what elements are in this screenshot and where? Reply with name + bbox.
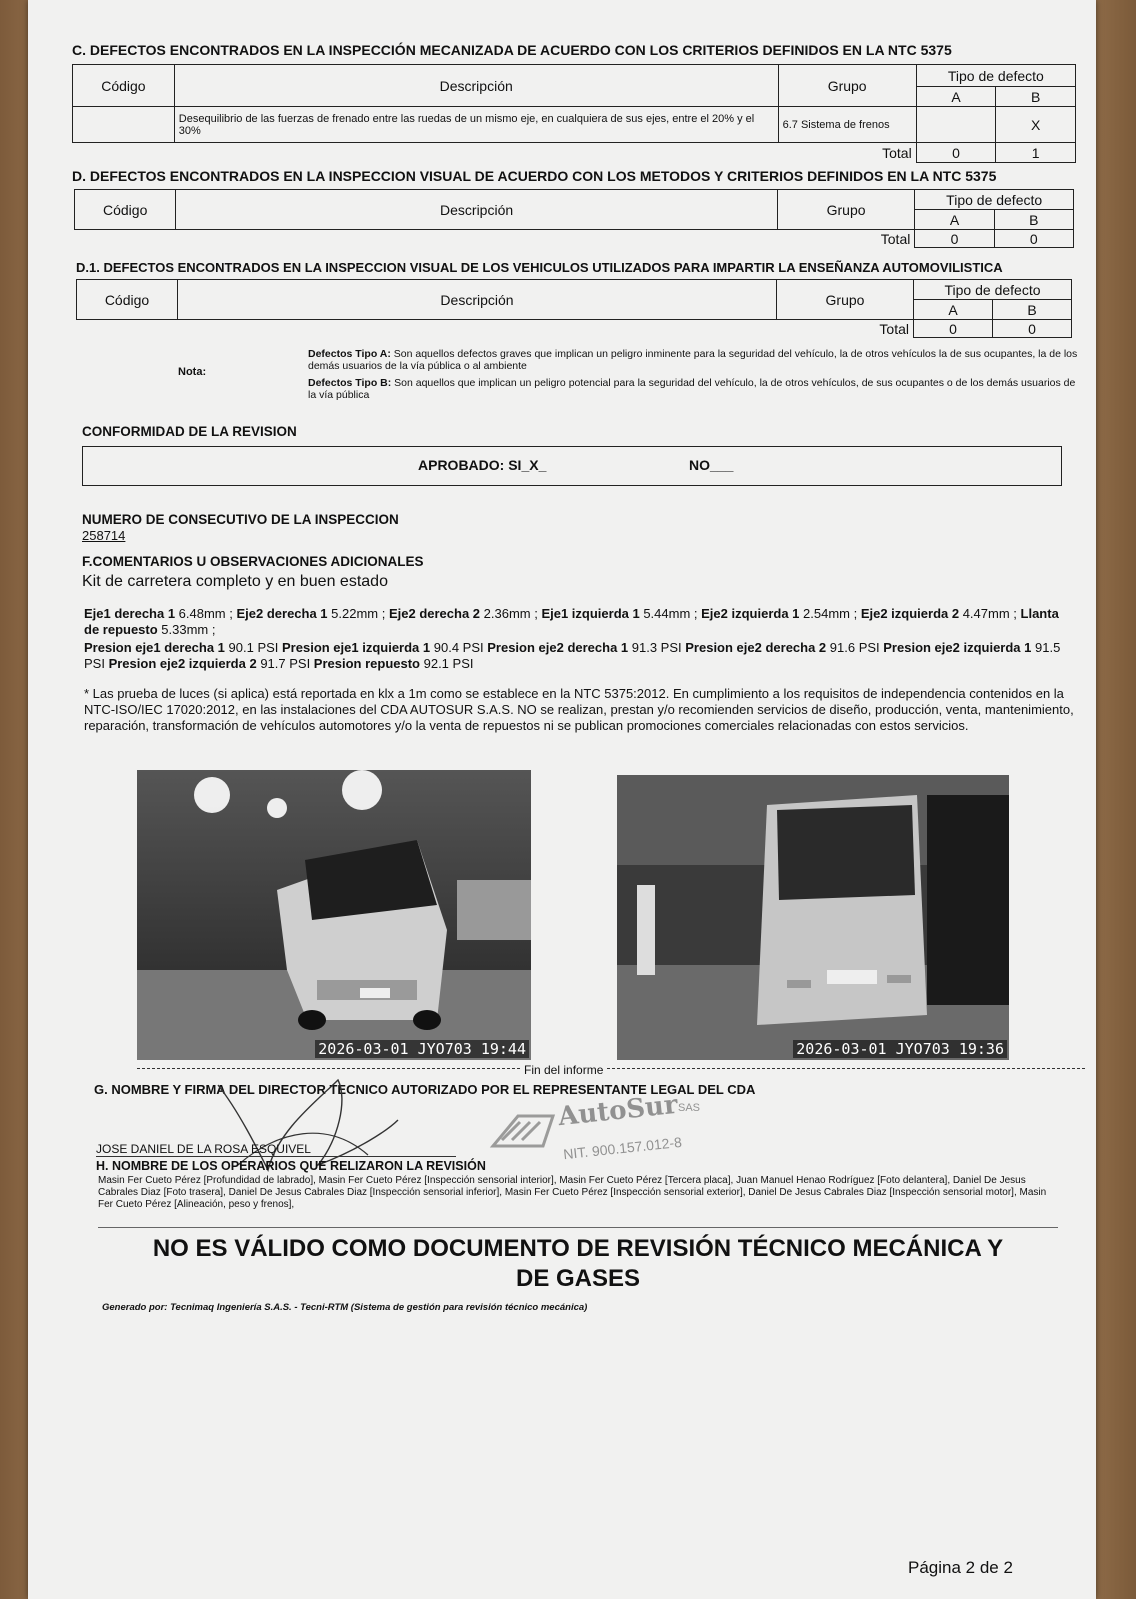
presion-value: 91.6 PSI — [826, 640, 884, 655]
aprobado-no: NO___ — [689, 457, 734, 473]
section-d1-table — [76, 279, 1072, 338]
total-b: 1 — [996, 143, 1076, 163]
total-a: 0 — [916, 143, 996, 163]
luces-text: * Las prueba de luces (si aplica) está reportada en klx a 1m como se establece en la NTC 5375:2012. En cumplimiento a los requisitos de independencia contenidos en la NTC-ISO/IEC 17020:2012, en las instalaciones del CDA AUTOSUR S.A.S. NO se realizan, prestan y/o recomienden servicios de diseño, producción, venta, mantenimiento, reparación, transformación de vehículos automotores y/o la venta de repuestos ni se publican promociones comerciales relacionadas con estos servicios. — [84, 686, 1074, 733]
col-b: B — [993, 300, 1072, 320]
nota-b-title: Defectos Tipo B: — [308, 377, 392, 389]
col-a: A — [915, 210, 994, 230]
section-d-table — [74, 189, 1074, 248]
presion-value: 91.5 PSI — [84, 640, 1061, 671]
total-label: Total — [882, 144, 912, 161]
col-descripcion: Descripción — [176, 190, 777, 230]
autosur-seal — [488, 1089, 718, 1163]
presion-value: 91.7 PSI — [256, 656, 314, 671]
director-name: JOSE DANIEL DE LA ROSA ESQUIVEL — [96, 1142, 456, 1157]
nota-a-text: Son aquellos defectos graves que implican un peligro inminente para la seguridad del vehículo, la de otros vehículos la de sus ocupantes, la de los demás usuarios de la vía pública o al ambiente — [308, 348, 1078, 372]
col-codigo: Código — [77, 280, 178, 320]
comentarios-title: F.COMENTARIOS U OBSERVACIONES ADICIONALES — [82, 554, 424, 569]
consecutivo-title: NUMERO DE CONSECUTIVO DE LA INSPECCION — [82, 512, 399, 527]
bus-front-image — [137, 770, 531, 1060]
col-descripcion: Descripción — [174, 65, 778, 107]
nota-b-text: Son aquellos que implican un peligro potencial para la seguridad del vehículo, la de otros vehículos, de sus ocupantes o de los demás usuarios de la vía pública — [308, 377, 1076, 401]
consecutivo-value: 258714 — [82, 528, 126, 543]
row-codigo — [73, 107, 175, 143]
stamp-sas: SAS — [678, 1102, 701, 1114]
operarios-title: H. NOMBRE DE LOS OPERARIOS QUE RELIZARON LA REVISIÓN — [96, 1159, 486, 1173]
total-label: Total — [880, 230, 911, 247]
labrado-label: Eje2 derecha 1 — [236, 606, 328, 621]
autosur-logo-icon — [488, 1106, 558, 1150]
nota-tipo-a — [308, 348, 1078, 372]
col-grupo: Grupo — [778, 65, 916, 107]
total-b: 0 — [994, 230, 1073, 248]
labrado-value: 6.48mm ; — [175, 606, 237, 621]
photo-front-timestamp: 2026-03-01 JYO703 19:44 — [315, 1040, 529, 1058]
presion-value: 90.4 PSI — [430, 640, 488, 655]
presion-label: Presion eje1 izquierda 1 — [282, 640, 431, 655]
labrado-label: Eje2 izquierda 1 — [701, 606, 800, 621]
nota-a-title: Defectos Tipo A: — [308, 348, 391, 360]
warning-text — [78, 1234, 1078, 1294]
col-b: B — [994, 210, 1073, 230]
col-codigo: Código — [75, 190, 176, 230]
fin-informe: Fin del informe — [524, 1063, 604, 1077]
fin-divider — [137, 1068, 1085, 1069]
photo-rear-timestamp: 2026-03-01 JYO703 19:36 — [793, 1040, 1007, 1058]
warning-line-2: DE GASES — [515, 1265, 641, 1292]
photo-front — [137, 770, 531, 1060]
labrado-value: 5.44mm ; — [639, 606, 702, 621]
stamp-nit: NIT. 900.157.012-8 — [562, 1133, 683, 1163]
presion-label: Presion eje2 derecha 1 — [487, 640, 629, 655]
presion-label: Presion repuesto — [313, 656, 420, 671]
page-number: Página 2 de 2 — [908, 1558, 1013, 1577]
labrado-text — [84, 606, 1074, 638]
photo-rear — [617, 775, 1009, 1060]
total-a: 0 — [915, 230, 994, 248]
col-tipo-defecto: Tipo de defecto — [914, 280, 1072, 300]
aprobado-si: APROBADO: SI_X_ — [418, 457, 547, 473]
nota-label: Nota: — [178, 366, 207, 378]
labrado-value: 5.22mm ; — [327, 606, 389, 621]
row-b: X — [996, 107, 1076, 143]
labrado-value: 2.36mm ; — [480, 606, 542, 621]
labrado-value: 4.47mm ; — [959, 606, 1021, 621]
labrado-label: Llanta de repuesto — [84, 606, 1059, 637]
col-b: B — [996, 87, 1076, 107]
labrado-label: Eje2 derecha 2 — [388, 606, 481, 621]
presion-value: 91.3 PSI — [628, 640, 686, 655]
bus-rear-image — [617, 775, 1009, 1060]
col-codigo: Código — [73, 65, 175, 107]
presion-value: 92.1 PSI — [420, 656, 474, 671]
col-descripcion: Descripción — [178, 280, 777, 320]
stamp-brand: AutoSur — [556, 1089, 680, 1133]
row-descripcion: Desequilibrio de las fuerzas de frenado entre las ruedas de un mismo eje, en cualquiera de sus ejes, entre el 20% y el 30% — [174, 107, 778, 143]
nota-tipo-b — [308, 377, 1078, 401]
total-a: 0 — [914, 320, 993, 338]
section-d1-title: D.1. DEFECTOS ENCONTRADOS EN LA INSPECCION VISUAL DE LOS VEHICULOS UTILIZADOS PARA IMPARTIR LA ENSEÑANZA AUTOMOVILISTICA — [76, 260, 1003, 275]
presion-label: Presion eje1 derecha 1 — [84, 640, 225, 655]
warning-divider — [98, 1227, 1058, 1228]
operarios-text: Masin Fer Cueto Pérez [Profundidad de labrado], Masin Fer Cueto Pérez [Inspección sensorial interior], Masin Fer Cueto Pérez [Tercera placa], Juan Manuel Henao Rodríguez [Foto delantera], Daniel De Jesus Cabrales Diaz [Foto trasera], Daniel De Jesus Cabrales Diaz [Inspección sensorial inferior], Masin Fer Cueto Pérez [Inspección sensorial exterior], Daniel De Jesus Cabrales Diaz [Inspección sensorial motor], Masin Fer Cueto Pérez [Alineación, peso y frenos], — [98, 1175, 1047, 1210]
conformidad-title: CONFORMIDAD DE LA REVISION — [82, 424, 297, 439]
col-grupo: Grupo — [777, 280, 914, 320]
conformidad-box — [82, 446, 1062, 486]
presion-label: Presion eje2 izquierda 2 — [108, 656, 257, 671]
kit-text: Kit de carretera completo y en buen estado — [82, 573, 388, 590]
total-label: Total — [879, 320, 909, 337]
firma-title: G. NOMBRE Y FIRMA DEL DIRECTOR TECNICO AUTORIZADO POR EL REPRESENTANTE LEGAL DEL CDA — [94, 1082, 756, 1097]
section-c-table — [72, 64, 1076, 163]
labrado-label: Eje1 derecha 1 — [84, 606, 176, 621]
warning-line-1: NO ES VÁLIDO COMO DOCUMENTO DE REVISIÓN TÉCNICO MECÁNICA Y — [152, 1235, 1004, 1262]
row-a — [916, 107, 996, 143]
presion-label: Presion eje2 derecha 2 — [685, 640, 827, 655]
presion-text — [84, 640, 1074, 672]
section-d-title: D. DEFECTOS ENCONTRADOS EN LA INSPECCION VISUAL DE ACUERDO CON LOS METODOS Y CRITERIOS DEFINIDOS EN LA NTC 5375 — [72, 168, 997, 184]
col-a: A — [916, 87, 996, 107]
presion-value: 90.1 PSI — [224, 640, 283, 655]
col-grupo: Grupo — [777, 190, 915, 230]
document-page — [28, 0, 1096, 1599]
labrado-label: Eje2 izquierda 2 — [860, 606, 960, 621]
col-tipo-defecto: Tipo de defecto — [915, 190, 1074, 210]
col-a: A — [914, 300, 993, 320]
labrado-value: 5.33mm ; — [157, 622, 216, 637]
labrado-label: Eje1 izquierda 1 — [541, 606, 640, 621]
labrado-value: 2.54mm ; — [799, 606, 861, 621]
section-c-title: C. DEFECTOS ENCONTRADOS EN LA INSPECCIÓN MECANIZADA DE ACUERDO CON LOS CRITERIOS DEFINIDOS EN LA NTC 5375 — [72, 42, 952, 58]
total-b: 0 — [993, 320, 1072, 338]
generado-text: Generado por: Tecnimaq Ingeniería S.A.S. - Tecni-RTM (Sistema de gestión para revisión técnico mecánica) — [102, 1302, 588, 1313]
col-tipo-defecto: Tipo de defecto — [916, 65, 1075, 87]
presion-label: Presion eje2 izquierda 1 — [883, 640, 1032, 655]
row-grupo: 6.7 Sistema de frenos — [778, 107, 916, 143]
